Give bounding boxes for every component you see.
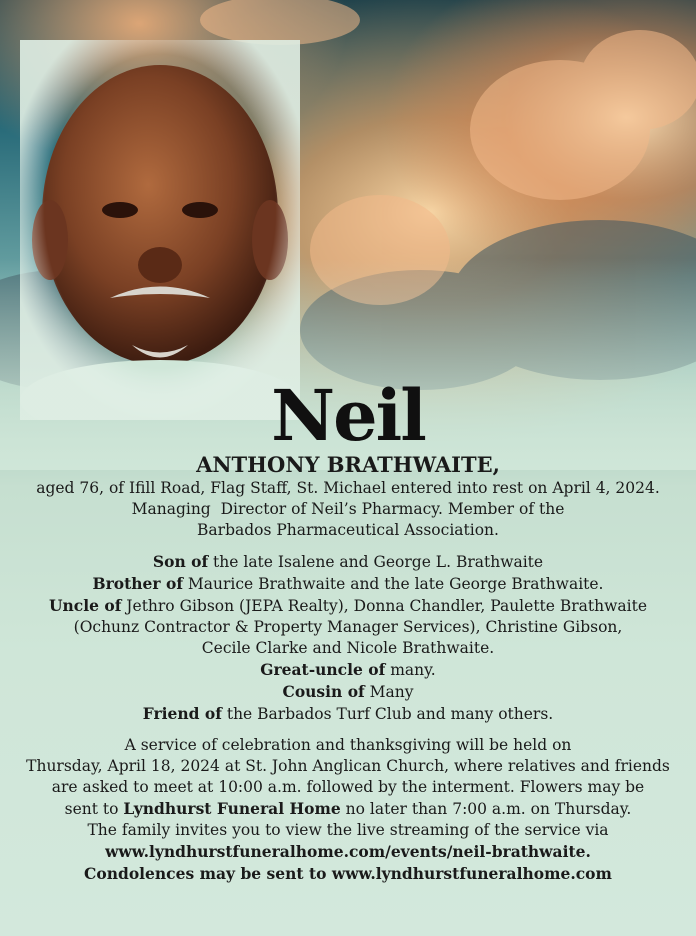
service-line-3: are asked to meet at 10:00 a.m. followed by the interment. Flowers may be	[51, 778, 645, 796]
cousin-of-text: Many	[364, 683, 414, 701]
service-line-4	[0, 798, 696, 820]
intro-line-1: aged 76, of Ifill Road, Flag Staff, St. Michael entered into rest on April 4, 2024.	[36, 479, 660, 497]
service-line-5: The family invites you to view the live streaming of the service via	[87, 821, 609, 839]
cousin-of-label: Cousin of	[282, 682, 365, 701]
friend-of-text: the Barbados Turf Club and many others.	[221, 705, 554, 723]
first-name-heading: Neil	[271, 374, 425, 457]
cousin-of-line	[0, 681, 696, 703]
uncle-of-line	[0, 595, 696, 617]
service-line-4-pre: sent to	[64, 800, 124, 818]
uncle-of-label: Uncle of	[48, 596, 122, 615]
brother-of-line	[0, 573, 696, 595]
service-line-4-post: no later than 7:00 a.m. on Thursday.	[340, 800, 632, 818]
intro-line-2: Managing Director of Neil’s Pharmacy. Member of the	[131, 500, 565, 518]
great-uncle-of-text: many.	[385, 661, 436, 679]
service-line-1: A service of celebration and thanksgiving will be held on	[124, 736, 572, 754]
friend-of-line	[0, 703, 696, 725]
son-of-label: Son of	[152, 552, 209, 571]
intro-line-3: Barbados Pharmaceutical Association.	[197, 521, 499, 539]
service-line-2: Thursday, April 18, 2024 at St. John Anglican Church, where relatives and friends	[26, 757, 670, 775]
friend-of-label: Friend of	[142, 704, 222, 723]
condolences-text: Condolences may be sent to www.lyndhurstfuneralhome.com	[84, 864, 612, 883]
obituary-text	[0, 376, 696, 885]
brother-of-text: Maurice Brathwaite and the late George Brathwaite.	[182, 575, 604, 593]
brother-of-label: Brother of	[92, 574, 183, 593]
condolences-line	[0, 863, 696, 885]
funeral-home-name: Lyndhurst Funeral Home	[123, 799, 341, 818]
surname-heading: ANTHONY BRATHWAITE,	[196, 452, 500, 477]
great-uncle-of-label: Great-uncle of	[260, 660, 386, 679]
livestream-url	[0, 841, 696, 863]
portrait-photo	[20, 40, 300, 420]
son-of-text: the late Isalene and George L. Brathwaite	[208, 553, 544, 571]
livestream-url-text: www.lyndhurstfuneralhome.com/events/neil-brathwaite.	[105, 842, 591, 861]
uncle-of-text: Jethro Gibson (JEPA Realty), Donna Chandler, Paulette Brathwaite	[121, 597, 647, 615]
son-of-line	[0, 551, 696, 573]
great-uncle-of-line	[0, 659, 696, 681]
uncle-of-line-3: Cecile Clarke and Nicole Brathwaite.	[201, 639, 495, 657]
uncle-of-line-2: (Ochunz Contractor & Property Manager Services), Christine Gibson,	[73, 618, 623, 636]
